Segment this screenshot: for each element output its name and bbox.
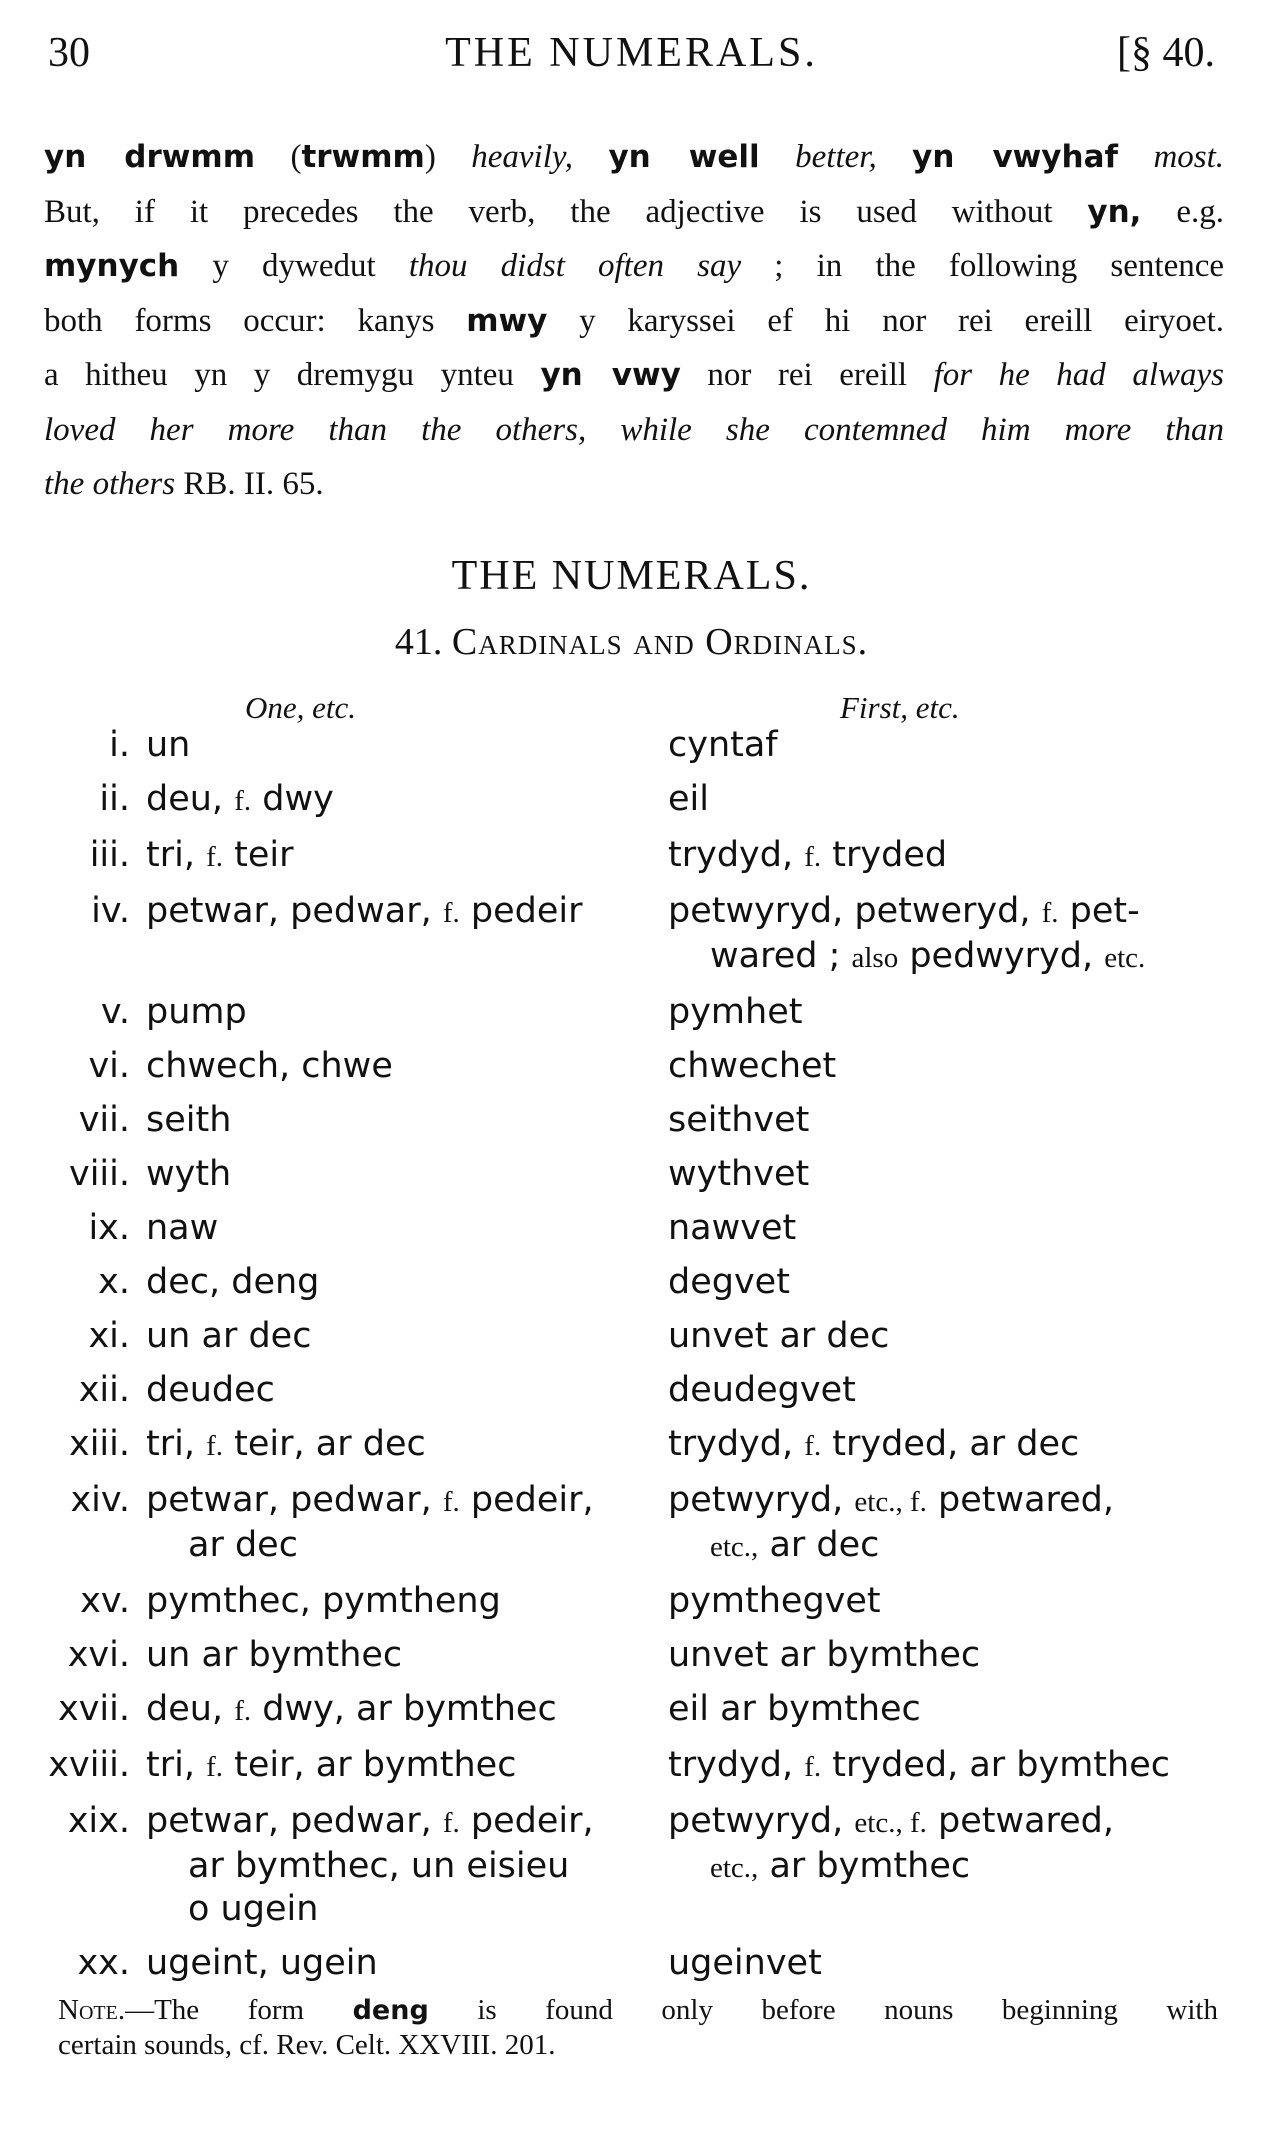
word: petwared, (926, 1801, 1115, 1841)
cell-line (146, 1207, 668, 1250)
cell-line (146, 890, 668, 935)
cell-line (146, 1315, 668, 1358)
word: pedwyryd, (898, 936, 1105, 976)
roman-numeral: xx. (77, 1943, 130, 1983)
cardinal-form (146, 1942, 668, 1985)
word: cyntaf (668, 725, 778, 765)
word: unvet ar bymthec (668, 1635, 981, 1675)
cell-line (668, 1634, 1228, 1677)
word: petwar, pedwar, (146, 891, 443, 931)
cell-line (146, 1634, 668, 1677)
cell-line (668, 1423, 1228, 1468)
cell-line (146, 1479, 668, 1524)
text: The form (154, 1994, 353, 2026)
word: yn well (608, 139, 760, 175)
word: trydyd, (668, 835, 805, 875)
word: petwyryd, petweryd, (668, 891, 1042, 931)
cell-line (146, 1800, 668, 1845)
ordinal-form (668, 1207, 1228, 1250)
note-label: Note. (58, 1994, 126, 2026)
ordinal-form (668, 1099, 1228, 1142)
numeral-row (0, 1942, 1263, 1996)
para-line-3 (44, 239, 1224, 294)
cell-line (668, 1099, 1228, 1142)
cardinal-heading: One, etc. (245, 690, 357, 725)
word: pedeir, (459, 1480, 594, 1520)
roman-numeral: xii. (78, 1370, 130, 1410)
cell-line (668, 1845, 1228, 1890)
numeral-row (0, 834, 1263, 890)
abbreviation: f. (804, 841, 822, 873)
word: tryded, ar bymthec (821, 1745, 1170, 1785)
cell-line (146, 1524, 668, 1567)
word: wyth (146, 1154, 232, 1194)
cardinal-form (146, 1800, 668, 1931)
ordinal-heading: First, etc. (840, 690, 960, 725)
word: teir (223, 835, 294, 875)
word: teir, ar dec (223, 1424, 426, 1464)
numeral-row (0, 1045, 1263, 1099)
ordinal-form (668, 1423, 1228, 1468)
word: dec, deng (146, 1262, 320, 1302)
running-title: THE NUMERALS. (445, 30, 818, 76)
cell-line (668, 991, 1228, 1034)
cell-line (146, 1153, 668, 1196)
gloss: thou didst often say (408, 248, 742, 284)
abbreviation: f. (442, 1807, 460, 1839)
ordinal-form (668, 778, 1228, 821)
cell-line (146, 1845, 668, 1888)
footnote-line-1 (58, 1993, 1218, 2028)
numeral-row (0, 1800, 1263, 1942)
word: seithvet (668, 1100, 810, 1140)
word: unvet ar dec (668, 1316, 890, 1356)
ordinal-form (668, 834, 1228, 879)
cardinal-form (146, 1315, 668, 1358)
cell-line (146, 724, 668, 767)
text: both forms occur: kanys (44, 302, 467, 339)
ordinal-form (668, 1800, 1228, 1890)
word: yn vwy (540, 357, 681, 393)
ordinal-form (668, 1369, 1228, 1412)
cell-line (146, 1688, 668, 1733)
cardinal-form (146, 834, 668, 879)
cell-line (146, 1744, 668, 1789)
numeral-row (0, 1634, 1263, 1688)
roman-numeral: iv. (91, 891, 130, 931)
ordinal-form (668, 1942, 1228, 1985)
word: pymhet (668, 992, 803, 1032)
cardinal-form (146, 1153, 668, 1196)
word: yn, (1087, 193, 1142, 230)
word: un (146, 725, 191, 765)
numeral-row (0, 991, 1263, 1045)
word: ar bymthec (758, 1846, 971, 1886)
cell-line (146, 1888, 668, 1931)
word: mwy (466, 302, 548, 339)
word: ugeinvet (668, 1943, 822, 1983)
gloss: most. (1153, 139, 1225, 175)
abbreviation: f. (234, 1695, 252, 1727)
cell-line (668, 935, 1228, 980)
cardinal-form (146, 991, 668, 1034)
word: pet- (1058, 891, 1140, 931)
roman-numeral: ix. (88, 1208, 130, 1248)
numeral-row (0, 1207, 1263, 1261)
cell-line (668, 1261, 1228, 1304)
word: degvet (668, 1262, 790, 1302)
numeral-row (0, 1580, 1263, 1634)
numeral-row (0, 1744, 1263, 1800)
para-line-1 (44, 130, 1224, 185)
abbreviation: etc., (710, 1852, 759, 1884)
numeral-row (0, 1369, 1263, 1423)
word: deudegvet (668, 1370, 856, 1410)
abbreviation: etc., f. (854, 1807, 927, 1839)
gloss: heavily, (471, 139, 573, 175)
roman-numeral: xi. (88, 1316, 130, 1356)
word: dwy, ar bymthec (251, 1689, 557, 1729)
word: un ar dec (146, 1316, 312, 1356)
subsection-number: 41. (394, 621, 443, 663)
text: y dywedut (179, 248, 409, 284)
word: wythvet (668, 1154, 810, 1194)
roman-numeral: i. (109, 725, 130, 765)
text: nor rei ereill (680, 357, 934, 393)
subsection-title (0, 620, 1263, 664)
ordinal-form (668, 1479, 1228, 1569)
cell-line (668, 1207, 1228, 1250)
cell-line (668, 778, 1228, 821)
cell-line (146, 834, 668, 879)
intro-paragraph (44, 130, 1224, 512)
roman-numeral: xvi. (67, 1635, 130, 1675)
word: o ugein (188, 1889, 319, 1929)
roman-numeral: xiv. (70, 1480, 130, 1520)
numeral-row (0, 1099, 1263, 1153)
word: petwyryd, (668, 1801, 855, 1841)
cell-line (146, 1423, 668, 1468)
word: petwyryd, (668, 1480, 855, 1520)
para-line-2 (44, 185, 1224, 240)
abbreviation: etc. (1104, 942, 1146, 974)
cell-line (668, 1688, 1228, 1731)
word: trwmm (301, 139, 425, 175)
ordinal-form (668, 1315, 1228, 1358)
ordinal-form (668, 1634, 1228, 1677)
word: deng (352, 1995, 429, 2026)
word: ar dec (758, 1525, 880, 1565)
cardinal-form (146, 724, 668, 767)
abbreviation: also (851, 942, 899, 974)
word: eil (668, 779, 709, 819)
text (573, 139, 608, 175)
word: nawvet (668, 1208, 797, 1248)
word: teir, ar bymthec (223, 1745, 517, 1785)
cardinal-form (146, 1099, 668, 1142)
numeral-row (0, 1423, 1263, 1479)
cell-line (668, 890, 1228, 935)
text: a hitheu yn y dremygu ynteu (44, 357, 541, 393)
ordinal-form (668, 1580, 1228, 1623)
cell-line (668, 1744, 1228, 1789)
word: petwar, pedwar, (146, 1801, 443, 1841)
roman-numeral: vii. (78, 1100, 130, 1140)
cell-line (668, 1942, 1228, 1985)
roman-numeral: ii. (99, 779, 130, 819)
gloss: better, (795, 139, 877, 175)
word: tri, (146, 1745, 207, 1785)
para-line-7 (44, 457, 1224, 512)
cell-line (146, 991, 668, 1034)
cell-line (668, 1045, 1228, 1088)
roman-numeral: viii. (68, 1154, 130, 1194)
cell-line (668, 1800, 1228, 1845)
word: pymthec, pymtheng (146, 1581, 501, 1621)
gloss: for he had always (933, 357, 1224, 393)
word: tri, (146, 1424, 207, 1464)
numeral-row (0, 1261, 1263, 1315)
word: chwech, chwe (146, 1046, 393, 1086)
text: is found only before nouns beginning with (428, 1994, 1218, 2026)
numeral-row (0, 778, 1263, 834)
word: petwared, (926, 1480, 1115, 1520)
roman-numeral: xvii. (58, 1689, 130, 1729)
word: naw (146, 1208, 219, 1248)
cardinal-form (146, 1045, 668, 1088)
cardinal-form (146, 1634, 668, 1677)
cardinal-form (146, 1261, 668, 1304)
word: dwy (251, 779, 334, 819)
cardinal-form (146, 1744, 668, 1789)
word: tri, (146, 835, 207, 875)
cardinal-form (146, 1369, 668, 1412)
running-head (48, 28, 1215, 78)
abbreviation: f. (234, 785, 252, 817)
word: eil ar bymthec (668, 1689, 921, 1729)
text (760, 139, 795, 175)
ordinal-form (668, 1688, 1228, 1731)
text: — (125, 1994, 155, 2026)
ordinal-form (668, 1153, 1228, 1196)
section-title: THE NUMERALS. (451, 553, 812, 599)
para-line-4 (44, 294, 1224, 349)
numeral-row (0, 1153, 1263, 1207)
cell-line (668, 1315, 1228, 1358)
numeral-row (0, 890, 1263, 991)
gloss: the others (44, 466, 176, 502)
word: deu, (146, 779, 235, 819)
text: y karyssei ef hi nor rei ereill eiryoet. (547, 302, 1224, 339)
cell-line (668, 1479, 1228, 1524)
cardinal-form (146, 1207, 668, 1250)
word: pump (146, 992, 247, 1032)
para-line-6 (44, 403, 1224, 458)
numeral-row (0, 1688, 1263, 1744)
word: pedeir (459, 891, 583, 931)
word: yn vwyhaf (912, 139, 1118, 175)
numeral-row (0, 1479, 1263, 1580)
roman-numeral: xix. (67, 1801, 130, 1841)
cell-line (668, 1153, 1228, 1196)
ordinal-form (668, 1744, 1228, 1789)
ordinal-form (668, 890, 1228, 980)
ordinal-form (668, 1261, 1228, 1304)
text (1118, 139, 1153, 175)
text: e.g. (1141, 193, 1224, 230)
text: ; in the following sentence (741, 248, 1225, 284)
word: trydyd, (668, 1745, 805, 1785)
word: deu, (146, 1689, 235, 1729)
word: petwar, pedwar, (146, 1480, 443, 1520)
cardinal-form (146, 890, 668, 935)
section-reference: [§ 40. (1117, 30, 1215, 76)
text: ) (424, 139, 472, 175)
text: But, if it precedes the verb, the adjective is used without (44, 193, 1088, 230)
footnote (58, 1993, 1218, 2062)
cell-line (146, 1942, 668, 1985)
word: trydyd, (668, 1424, 805, 1464)
roman-numeral: xv. (80, 1581, 130, 1621)
cell-line (146, 1369, 668, 1412)
abbreviation: f. (442, 897, 460, 929)
text: RB. II. 65. (175, 466, 324, 502)
cell-line (146, 1045, 668, 1088)
roman-numeral: vi. (88, 1046, 130, 1086)
word: pymthegvet (668, 1581, 881, 1621)
word: chwechet (668, 1046, 837, 1086)
word: ugeint, ugein (146, 1943, 378, 1983)
roman-numeral: xiii. (68, 1424, 130, 1464)
subsection-name: Cardinals and Ordinals. (451, 621, 869, 663)
word: yn drwmm (44, 139, 255, 175)
abbreviation: f. (804, 1430, 822, 1462)
word: mynych (44, 248, 180, 284)
text: ( (255, 139, 302, 175)
word: ar bymthec, un eisieu (188, 1846, 570, 1886)
word: un ar bymthec (146, 1635, 403, 1675)
gloss: loved her more than the others, while she contemned him more than (44, 411, 1224, 448)
abbreviation: etc., f. (854, 1486, 927, 1518)
cardinal-form (146, 1479, 668, 1567)
word: deudec (146, 1370, 275, 1410)
numerals-table (0, 724, 1263, 1996)
numeral-row (0, 1315, 1263, 1369)
text (877, 139, 912, 175)
word: tryded (821, 835, 948, 875)
cell-line (668, 724, 1228, 767)
footnote-line-2: certain sounds, cf. Rev. Celt. XXVIII. 201. (58, 2029, 556, 2061)
abbreviation: f. (1041, 897, 1059, 929)
cardinal-form (146, 1423, 668, 1468)
para-line-5 (44, 348, 1224, 403)
word: ar dec (188, 1525, 298, 1565)
abbreviation: f. (804, 1751, 822, 1783)
ordinal-form (668, 724, 1228, 767)
cell-line (668, 1580, 1228, 1623)
roman-numeral: v. (100, 992, 130, 1032)
roman-numeral: x. (98, 1262, 130, 1302)
cell-line (146, 1580, 668, 1623)
cell-line (146, 778, 668, 823)
ordinal-form (668, 1045, 1228, 1088)
abbreviation: f. (442, 1486, 460, 1518)
numeral-row (0, 724, 1263, 778)
cell-line (668, 1369, 1228, 1412)
abbreviation: f. (206, 1430, 224, 1462)
cell-line (146, 1261, 668, 1304)
cell-line (668, 1524, 1228, 1569)
roman-numeral: iii. (89, 835, 130, 875)
abbreviation: f. (206, 1751, 224, 1783)
ordinal-form (668, 991, 1228, 1034)
word: pedeir, (459, 1801, 594, 1841)
abbreviation: etc., (710, 1531, 759, 1563)
word: wared ; (710, 936, 852, 976)
abbreviation: f. (206, 841, 224, 873)
word: tryded, ar dec (821, 1424, 1080, 1464)
page-number: 30 (48, 30, 90, 76)
word: seith (146, 1100, 232, 1140)
cardinal-form (146, 1688, 668, 1733)
cardinal-form (146, 1580, 668, 1623)
cell-line (146, 1099, 668, 1142)
roman-numeral: xviii. (48, 1745, 130, 1785)
cardinal-form (146, 778, 668, 823)
cell-line (668, 834, 1228, 879)
